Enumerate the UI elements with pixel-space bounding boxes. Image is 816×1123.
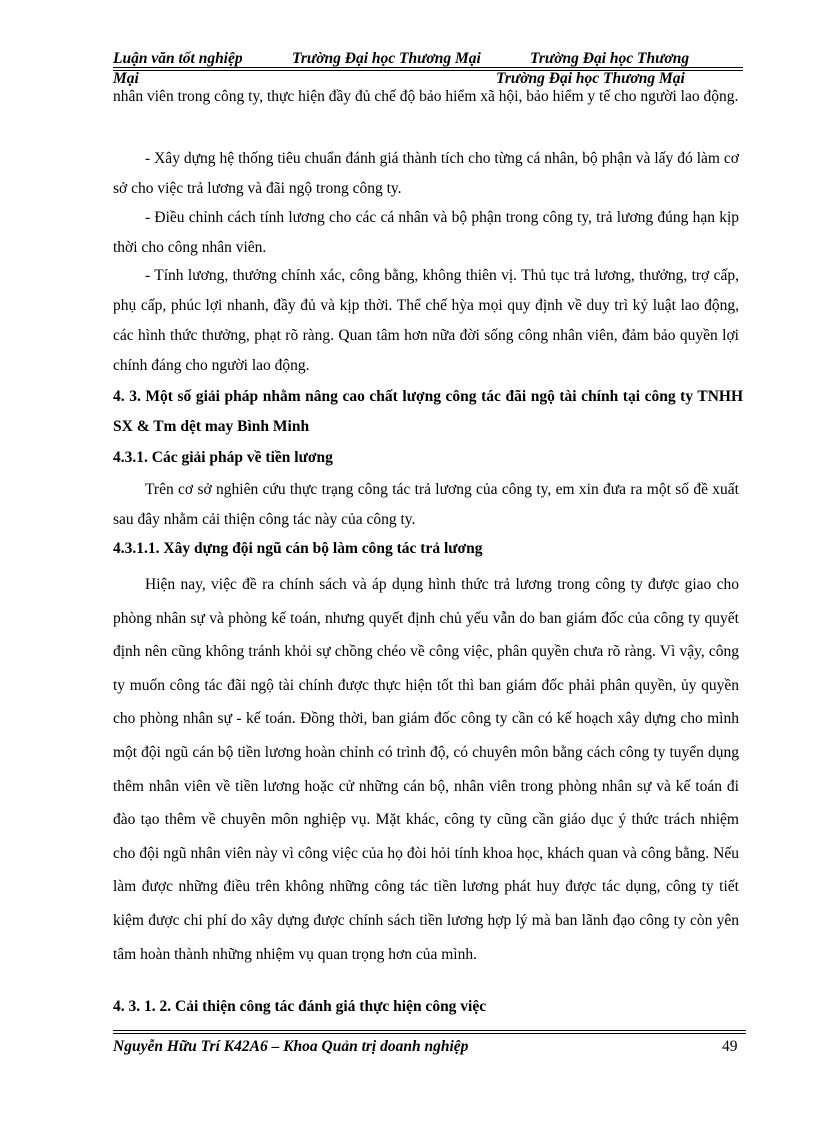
paragraph-evaluation-standards: - Xây dựng hệ thống tiêu chuẩn đánh giá thành tích cho từng cá nhân, bộ phận và lấy đó làm cơ sở cho việc trả lương và đãi ngộ trong công ty.: [113, 150, 739, 197]
paragraph-fair-pay: - Tính lương, thưởng chính xác, công bằng, không thiên vị. Thủ tục trả lương, thưởng, trợ cấp, phụ cấp, phúc lợi nhanh, đầy đủ và kịp thời. Thể chế hỳa mọi quy định về duy trì kỷ luật lao động, các hình thức thưởng, phạt rõ ràng. Quan tâm hơn nữa đời sống công nhân viên, đảm bảo quyền lợi chính đáng cho người lao động.: [113, 267, 739, 374]
header-left: Luận văn tốt nghiệp: [113, 50, 243, 67]
footer-rule-bottom: [113, 1033, 746, 1034]
footer-author: Nguyễn Hữu Trí K42A6 – Khoa Quản trị doanh nghiệp: [113, 1038, 469, 1055]
paragraph-proposals-intro: Trên cơ sở nghiên cứu thực trạng công tác trả lương của công ty, em xin đưa ra một số đề xuất sau đây nhằm cải thiện công tác này của công ty.: [113, 481, 739, 528]
header-right-second: Trường Đại học Thương Mại: [496, 70, 685, 87]
header-middle: Trường Đại học Thương Mại: [292, 50, 481, 67]
heading-4-3-1-1: 4.3.1.1. Xây dựng đội ngũ cán bộ làm công tác trả lương: [113, 540, 483, 557]
footer-rule-top: [113, 1030, 746, 1031]
heading-section-4-3: 4. 3. Một số giải pháp nhằm nâng cao chất lượng công tác đãi ngộ tài chính tại công ty TNHH SX & Tm dệt may Bình Minh: [113, 388, 743, 435]
heading-4-3-1-2: 4. 3. 1. 2. Cải thiện công tác đánh giá thực hiện công việc: [113, 998, 487, 1015]
paragraph-payroll-team: Hiện nay, việc đề ra chính sách và áp dụng hình thức trả lương trong công ty được giao cho phòng nhân sự và phòng kế toán, nhưng quyết định chủ yếu vẫn do ban giám đốc của công ty quyết định nên cũng không tránh khỏi sự chồng chéo về công việc, phân quyền chưa rõ ràng. Vì vậy, công ty muốn công tác đãi ngộ tài chính được thực hiện tốt thì ban giám đốc phải phân quyền, ủy quyền cho phòng nhân sự - kế toán. Đồng thời, ban giám đốc công ty cần có kế hoạch xây dựng cho mình một đội ngũ cán bộ tiền lương hoàn chỉnh có trình độ, có chuyên môn bằng cách công ty tuyển dụng thêm nhân viên về tiền lương hoặc cử những cán bộ, nhân viên trong phòng nhân sự và kế toán đi đào tạo thêm về chuyên môn nghiệp vụ. Mặt khác, công ty cũng cần giáo dục ý thức trách nhiệm cho đội ngũ nhân viên này vì công việc của họ đòi hỏi tính khoa học, khách quan và công bằng. Nếu làm được những điều trên không những công tác tiền lương phát huy được tác dụng, công ty tiết kiệm được chi phí do xây dựng được chính sách tiền lương hợp lý mà ban lãnh đạo công ty còn yên tâm hoàn thành những nhiệm vụ quan trọng hơn của mình.: [113, 576, 739, 963]
header-wrap: Mại: [113, 70, 139, 87]
header-right: Trường Đại học Thương: [530, 50, 690, 67]
heading-4-3-1: 4.3.1. Các giải pháp về tiền lương: [113, 449, 333, 466]
header-rule-top: [113, 67, 743, 68]
paragraph-salary-adjustment: - Điều chỉnh cách tính lương cho các cá nhân và bộ phận trong công ty, trả lương đúng hạn kịp thời cho công nhân viên.: [113, 209, 739, 256]
page-number: 49: [722, 1038, 738, 1055]
paragraph-insurance: nhân viên trong công ty, thực hiện đầy đủ chế độ bảo hiểm xã hội, bảo hiểm y tế cho người lao động.: [113, 88, 739, 105]
